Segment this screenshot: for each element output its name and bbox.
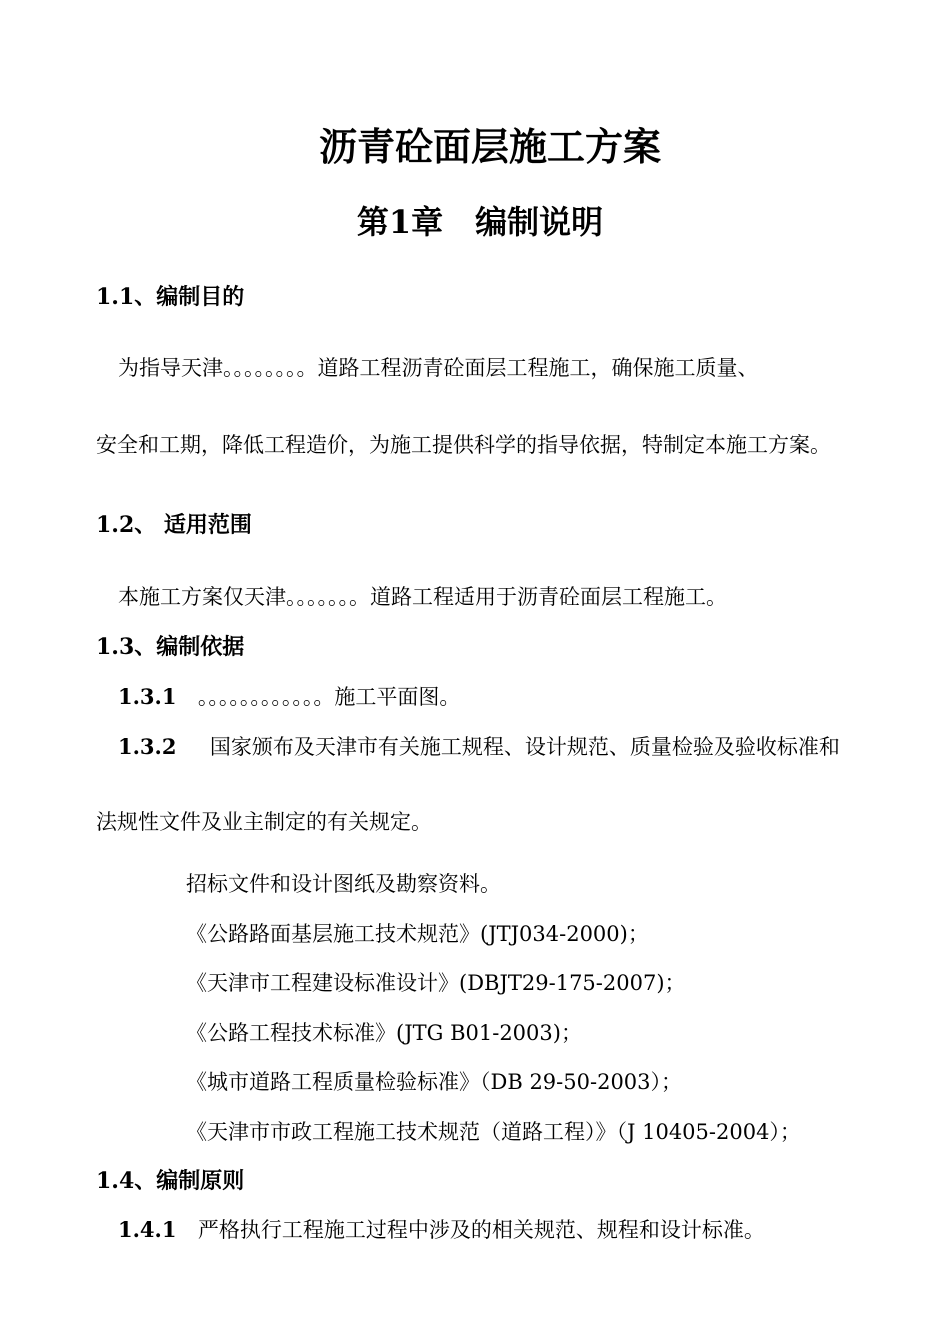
item-number: 1.4.1 — [118, 1217, 177, 1242]
section-heading-1-4: 1.4、编制原则 — [96, 1168, 245, 1194]
list-item-1-3-2 — [118, 734, 840, 760]
reference-item: 《天津市市政工程施工技术规范（道路工程）》（J 10405-2004）； — [186, 1120, 801, 1144]
reference-item: 招标文件和设计图纸及勘察资料。 — [186, 872, 501, 896]
reference-item: 《公路路面基层施工技术规范》(JTJ034-2000)； — [186, 922, 649, 946]
chapter-heading: 第1章 编制说明 — [356, 203, 604, 241]
reference-item: 《公路工程技术标准》(JTG B01-2003)； — [186, 1021, 582, 1045]
item-number: 1.3.1 — [118, 684, 177, 709]
item-text: 。。。。。。。。。。。。施工平面图。 — [197, 685, 461, 709]
list-item-1-4-1 — [118, 1217, 765, 1243]
list-item-1-3-1 — [118, 684, 460, 710]
list-item-1-3-2-continuation: 法规性文件及业主制定的有关规定。 — [96, 810, 432, 834]
section-1-1-paragraph-line-1: 为指导天津。。。。。。。。道路工程沥青砼面层工程施工，确保施工质量、 — [118, 356, 759, 380]
item-text: 国家颁布及天津市有关施工规程、设计规范、质量检验及验收标准和 — [209, 735, 840, 759]
reference-item: 《城市道路工程质量检验标准》（DB 29-50-2003）； — [186, 1070, 683, 1094]
document-title: 沥青砼面层施工方案 — [318, 124, 661, 169]
section-1-2-paragraph: 本施工方案仅天津。。。。。。。道路工程适用于沥青砼面层工程施工。 — [118, 585, 727, 609]
section-heading-1-2: 1.2、 适用范围 — [96, 512, 252, 538]
reference-item: 《天津市工程建设标准设计》(DBJT29-175-2007)； — [186, 971, 686, 995]
item-number: 1.3.2 — [118, 734, 177, 759]
item-text: 严格执行工程施工过程中涉及的相关规范、规程和设计标准。 — [197, 1218, 765, 1242]
section-heading-1-1: 1.1、编制目的 — [96, 284, 245, 310]
section-heading-1-3: 1.3、编制依据 — [96, 634, 245, 660]
section-1-1-paragraph-line-2: 安全和工期，降低工程造价，为施工提供科学的指导依据，特制定本施工方案。 — [96, 433, 831, 457]
